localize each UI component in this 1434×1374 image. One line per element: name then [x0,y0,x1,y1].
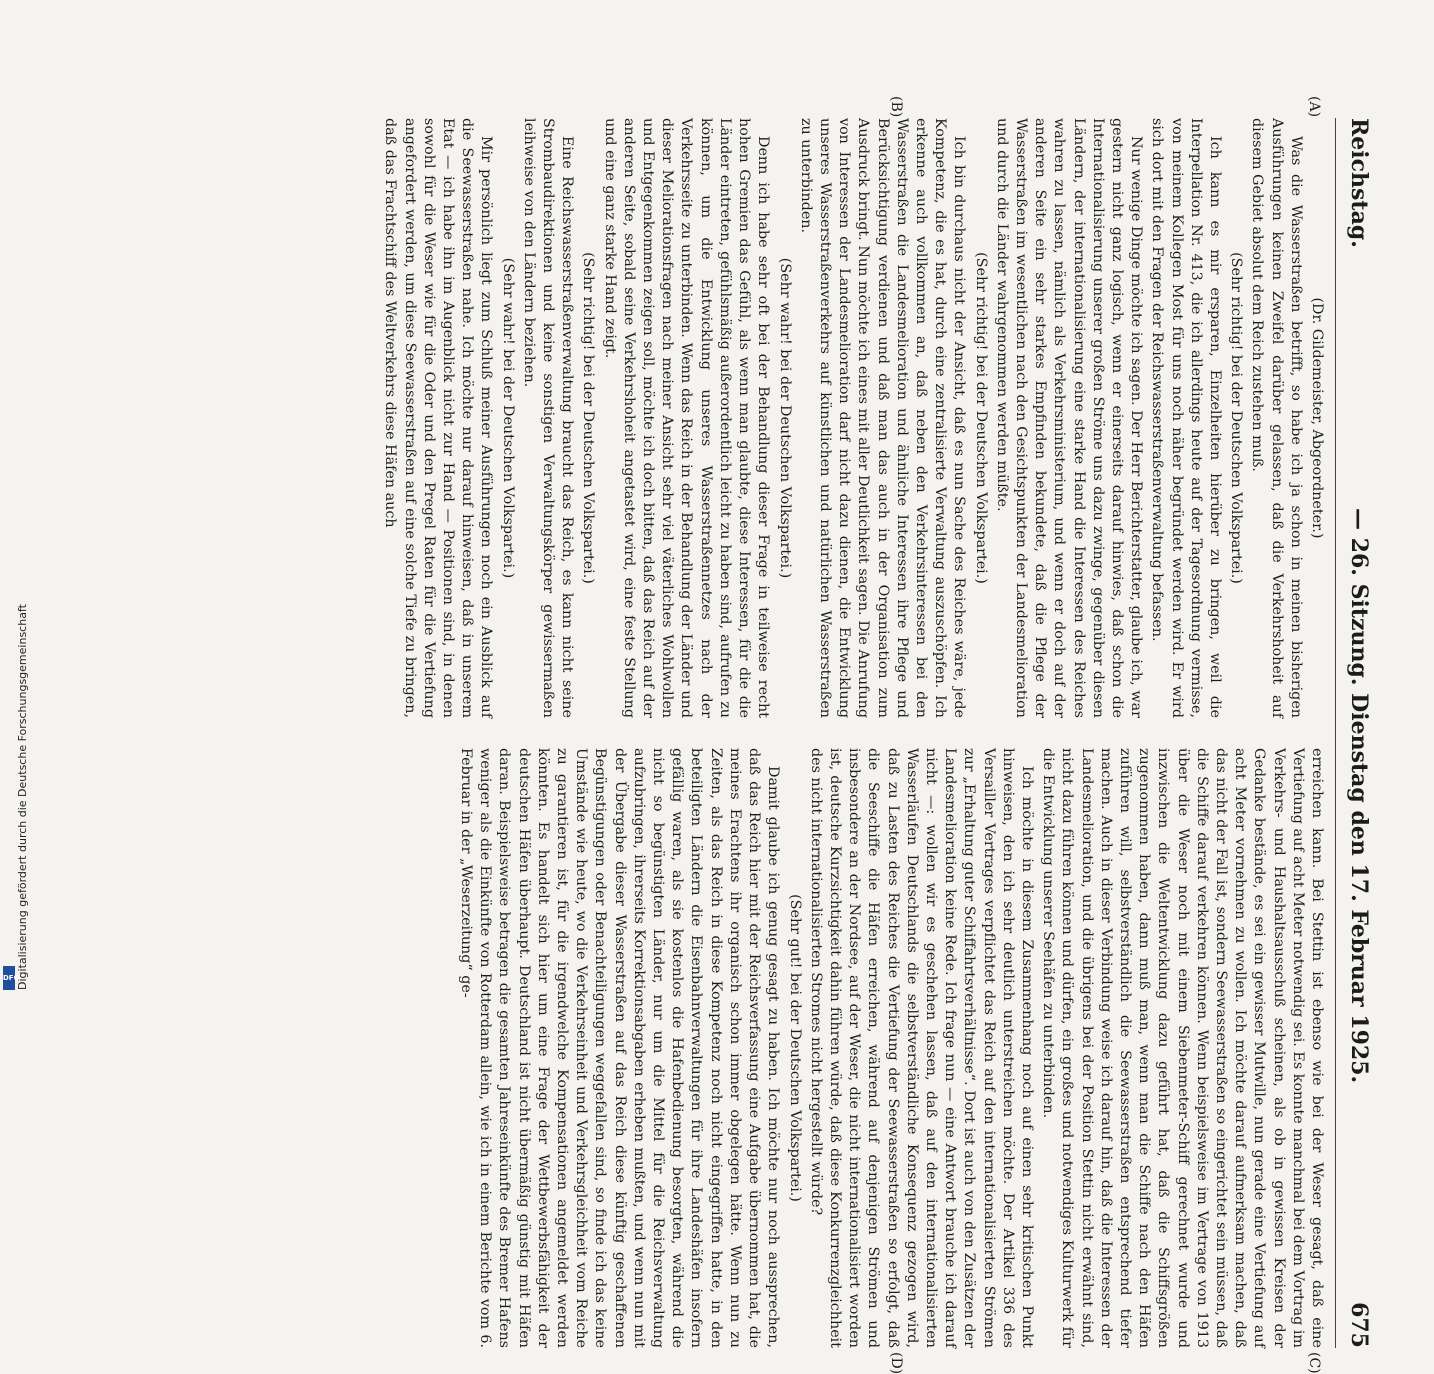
left-column [382,118,1326,718]
interjection: (Sehr richtig! bei der Deutschen Volkspartei.) [580,252,597,584]
right-column [458,748,1326,1348]
paragraph: Damit glaube ich genug gesagt zu haben. Ich möchte nur noch aussprechen, daß das Reich hier mit der Reichsverfassung eine Aufgabe übernommen hat, die meines Erachtens ihr organisch schon immer obgelegen hätte. Wenn nun zu Zeiten, als das Reich in diese Kompetenz noch nicht eingegriffen hatte, in den beteiligten Ländern die Eisenbahnverwaltungen für ihre Landeshäfen insofern gefällig waren, als sie kostenlos die Hafenbedienung besorgten, während die nicht so begünstigten Länder, nur um die Mittel für die Reichsverwaltung aufzubringen, ihrerseits Korrektionsabgaben erheben mußten, und wenn nun mit der Übergabe dieser Wasserstraßen auf das Reich diese künftig geschaffenen Begünstigungen oder Benachteiligungen weggefallen sind, so finde ich das keine Umstände wie heute, wo die Verkehrseinheit und Verkehrsgleichheit vom Reiche zu garantieren ist, für die irgendwelche Kompensationen angemeldet werden könnten. Es handelt sich hier um eine Frage der Wettbewerbsfähigkeit der deutschen Häfen überhaupt. Deutschland ist nicht übermäßig günstig mit Häfen daran. Beispielsweise betragen die gesamten Jahreseinkünfte des Bremer Hafens weniger als die Einkünfte von Rotterdam allein, wie ich in einem Berichte vom 6. Februar in der „Weserzeitung“ ge- [458,748,782,1348]
paragraph: Eine Reichswasserstraßenverwaltung braucht das Reich, es kann nicht seine Strombaudirektionen und keine sonstigen Verwaltungskörper gewissermaßen leihweise von den Ländern beziehen. [520,118,576,718]
paragraph: Was die Wasserstraßen betrifft, so habe ich ja schon in meinen bisherigen Ausführungen keinen Zweifel darüber gelassen, daß die Verkehrshoheit auf diesem Gebiet absolut dem Reich zustehen muß. [1249,118,1304,718]
dfg-logo-text: DFG [3,974,20,982]
paragraph: erreichen kann. Bei Stettin ist ebenso wie bei der Weser gesagt, daß eine Vertiefung auf acht Meter notwendig sei. Es konnte manchmal bei dem Vortrag im Verkehrs- und Haushaltsausschuß scheinen, als ob in gewissen Kreisen der Gedanke bestände, es sei ein gewisser Mutwille, nun gerade eine Vertiefung auf acht Meter vornehmen zu wollen. Ich möchte darauf aufmerksam machen, daß das nicht der Fall ist, sondern Seewasserstraßen so eingerichtet sein müssen, daß die Schiffe darauf verkehren können. Wenn beispielsweise im Vertrage von 1913 über die Weser noch mit einem Siebenmeter-Schiff gerechnet wurde und inzwischen die Weltentwicklung dazu geführt hat, daß die Schiffsgrößen zugenommen haben, dann muß man, wenn man die Schiffe nach den Häfen zuführen will, selbstverständlich die Seewasserstraßen entsprechend tiefer machen. Auch in dieser Verbindung weise ich darauf hin, daß die Interessen der Landesmelioration, und die übrigens bei der Position Stettin nicht erwähnt sind, nicht dazu führen können und dürfen, ein großes und notwendiges Kulturwerk für die Entwicklung unserer Seehäfen zu unterbinden. [1040,748,1325,1348]
paragraph: Ich möchte in diesem Zusammenhang noch auf einen sehr kritischen Punkt hinweisen, den ich sehr deutlich unterstreichen möchte. Der Artikel 336 des Versailler Vertrages verpflichtet das Reich auf den internationalisierten Strömen zur „Erhaltung guter Schiffahrtsverhältnisse“. Dort ist auch von den Zusätzen der Landesmelioration keine Rede. Ich frage nun — eine Antwort brauche ich darauf nicht —: wollen wir es geschehen lassen, daß auf den internationalisierten Wasserläufen Deutschlands die selbstverständliche Konsequenz gezogen wird, daß zu Lasten des Reiches die Vertiefung der Seewasserstraßen so erfolgt, daß die Seeschiffe die Häfen erreichen, während auf denjenigen Strömen und insbesondere an der Nordsee, auf der Weser, die nicht internationalisiert worden ist, deutsche Kurzsichtigkeit dahin führen würde, daß diese Konkurrenzgleichheit des nicht internationalisierten Stromes nicht hergestellt würde? [807,748,1035,1348]
page-header [1342,118,1372,1348]
dfg-logo [3,966,20,990]
header-left: Reichstag. [1346,118,1372,248]
paragraph: Ich bin durchaus nicht der Ansicht, daß es nun Sache des Reiches wäre, jede Kompetenz, die es hat, durch eine zentralisierte Verwaltung auszuschöpfen. Ich erkenne auch vollkommen an, daß neben den Verkehrsinteressen bei den Wasserstraßen die Landesmelioration und ähnliche Interessen ihre Pflege und Berücksichtigung verdienen und daß man das auch in der Organisation zum Ausdruck bringt. Nun möchte ich eines mit aller Deutlichkeit sagen. Die Anrufung von Interessen der Landesmelioration darf nicht dazu dienen, die Entwicklung unseres Wasserstraßenverkehrs auf künstlichen und natürlichen Wasserstraßen zu unterbinden. [797,118,968,718]
header-center: — 26. Sitzung. Dienstag den 17. Februar 1925. [1346,508,1372,1084]
paragraph: Denn ich habe sehr oft bei der Behandlung dieser Frage in teilweise recht hohen Gremien das Gefühl, als wenn man glaubte, diese Interessen, für die die Länder eintreten, gefühlsmäßig außerordentlich leicht zu haben sind, aufrufen zu können, um die Entwicklung unseres Wasserstraßennetzes nach der Verkehrsseite zu unterbinden. Wenn das Reich in der Behandlung der Länder und dieser Meliorationsfragen nach meiner Ansicht sehr viel väterliches Wohlwollen und Entgegenkommen zeigen soll, möchte ich doch bitten, daß das Reich auf der anderen Seite, sobald seine Verkehrshoheit angetastet wird, eine feste Stellung und eine ganz starke Hand zeigt. [601,118,772,718]
margin-mark-c: (C) [1306,1352,1322,1374]
margin-mark-d: (D) [888,1352,904,1374]
header-rule [1335,118,1336,1348]
interjection: (Sehr richtig! bei der Deutschen Volkspartei.) [972,252,989,584]
page-number: 675 [1346,1302,1372,1348]
interjection: (Sehr wahr! bei der Deutschen Volkspartei.) [499,257,516,579]
digitization-note-text: Digitalisierung gefördert durch die Deutsche Forschungsgemeinschaft [16,604,29,990]
paragraph: Ich kann es mir ersparen, Einzelheiten hierüber zu bringen, weil die Interpellation Nr. 413, die ich allerdings heute auf der Tagesordnung vermisse, von meinem Kollegen Most für uns noch näher begründet werden wird. Er wird sich dort mit den Fragen der Reichswasserstraßenverwaltung befassen. [1149,118,1223,718]
margin-mark-b: (B) [888,96,904,118]
digitization-note [2,604,29,990]
interjection: (Sehr wahr! bei der Deutschen Volkspartei.) [776,257,793,579]
paragraph: Nur wenige Dinge möchte ich sagen. Der Herr Berichterstatter, glaube ich, war gestern nicht ganz logisch, wenn er einerseits darauf hinwies, daß schon die Internationalisierung unserer großen Ströme uns dazu zwinge, gegenüber diesen Ländern, der internationalisierung eine starke Hand die Interessen des Reiches wahren zu lassen, nämlich als Verkehrsministerium, und wenn er doch auf der anderen Seite ein sehr starkes Empfinden bekundete, daß die Pflege der Wasserstraßen im wesentlichen nach den Gesichtspunkten der Landesmelioration und durch die Länder wahrgenommen werden müßte. [993,118,1145,718]
margin-mark-a: (A) [1306,96,1322,118]
paragraph: Mir persönlich liegt zum Schluß meiner Ausführungen noch ein Ausblick auf die Seewasserstraßen nahe. Ich möchte nur darauf hinweisen, daß in unserem Etat — ich habe ihn im Augenblick nicht zur Hand — Positionen sind, in denen sowohl für die Weser wie für die Oder und den Pregel Raten für die Vertiefung angefordert werden, um diese Seewasserstraßen auf eine solche Tiefe zu bringen, daß das Frachtschiff des Weltverkehrs diese Häfen auch [382,118,495,718]
interjection: (Sehr richtig! bei der Deutschen Volkspartei.) [1228,252,1245,584]
speaker-line: (Dr. Gildemeister, Abgeordneter.) [1309,297,1325,539]
interjection: (Sehr gut! bei der Deutschen Volkspartei.) [786,894,803,1202]
